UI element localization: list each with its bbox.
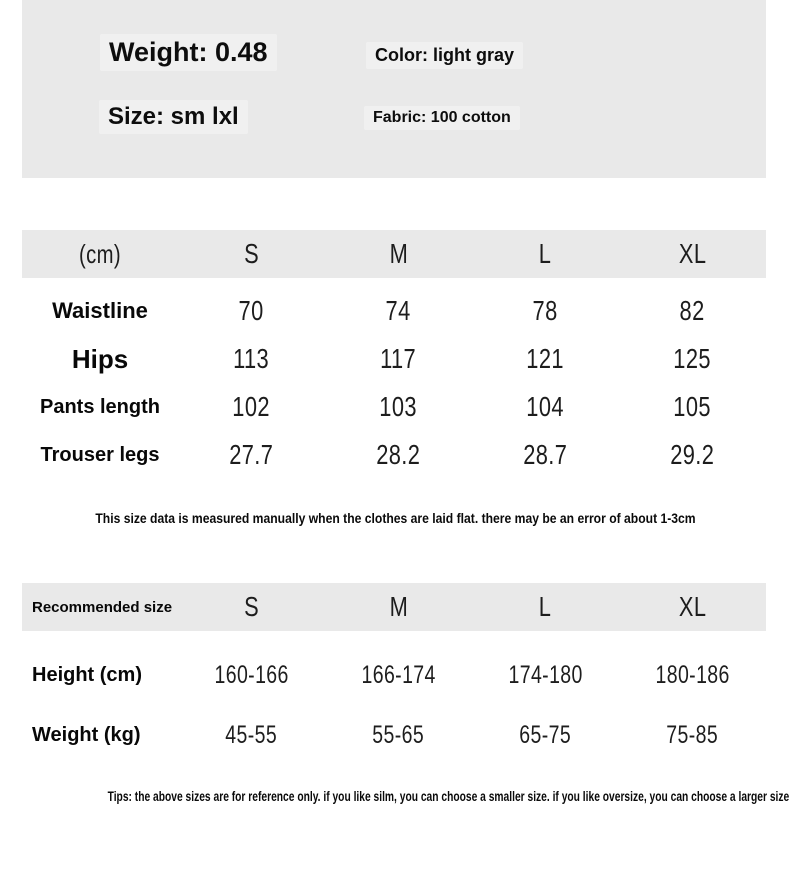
cell-value: 113 — [233, 343, 270, 374]
table-row-height — [22, 645, 766, 705]
cell-value: 160-166 — [214, 660, 289, 689]
cell-value: 125 — [673, 343, 712, 374]
size-tips: Tips: the above sizes are for reference only. if you like silm, you can choose a smaller size. if you like oversize, you can choose a larger size — [107, 789, 790, 804]
product-weight-text — [100, 34, 277, 71]
product-color-text — [366, 42, 523, 69]
unit-header: (cm) — [78, 238, 122, 269]
col-header-xl: XL — [619, 230, 766, 278]
cell-value: 28.2 — [376, 439, 421, 470]
measurement-note: This size data is measured manually when the clothes are laid flat. there may be an error of about 1-3cm — [94, 511, 696, 526]
cell-value: 82 — [679, 295, 706, 326]
recommended-size-table — [22, 583, 766, 765]
table-row-waistline — [22, 287, 766, 335]
recommended-table-body — [22, 645, 766, 765]
cell-value: 45-55 — [225, 720, 278, 749]
product-size-text — [99, 100, 248, 134]
cell-value: 104 — [526, 391, 565, 422]
row-label: Weight (kg) — [32, 723, 141, 746]
row-label: Hips — [71, 343, 129, 374]
cell-value: 166-174 — [361, 660, 436, 689]
cell-value: 102 — [232, 391, 271, 422]
cell-value: 74 — [385, 295, 412, 326]
table-row-pants-length — [22, 383, 766, 431]
col-header-s: S — [178, 583, 325, 631]
unit-header-cell — [22, 230, 178, 278]
row-label: Waistline — [52, 298, 148, 323]
col-header-xl: XL — [619, 583, 766, 631]
cell-value: 65-75 — [519, 720, 572, 749]
cell-value: 28.7 — [523, 439, 568, 470]
cell-value: 55-65 — [372, 720, 425, 749]
size-table-header-row — [22, 230, 766, 278]
cell-value: 117 — [380, 343, 417, 374]
cell-value: 180-186 — [655, 660, 730, 689]
cell-value: 70 — [238, 295, 265, 326]
recommended-header-row — [22, 583, 766, 631]
col-header-s: S — [178, 230, 325, 278]
product-size-label: Size: sm lxl — [99, 100, 248, 134]
product-info-panel — [22, 0, 766, 178]
col-header-l: L — [472, 583, 619, 631]
size-table-body — [22, 287, 766, 479]
col-header-m: M — [325, 583, 472, 631]
cell-value: 174-180 — [508, 660, 583, 689]
table-row-hips — [22, 335, 766, 383]
cell-value: 103 — [379, 391, 418, 422]
cell-value: 29.2 — [670, 439, 715, 470]
cell-value: 78 — [532, 295, 559, 326]
table-row-trouser-legs — [22, 431, 766, 479]
recommended-size-header: Recommended size — [32, 598, 173, 616]
row-label: Height (cm) — [32, 663, 142, 686]
cell-value: 105 — [673, 391, 712, 422]
size-table — [22, 230, 766, 479]
cell-value: 121 — [526, 343, 565, 374]
product-fabric-label: Fabric: 100 cotton — [364, 106, 520, 130]
cell-value: 27.7 — [229, 439, 274, 470]
product-fabric-text — [364, 106, 520, 130]
cell-value: 75-85 — [666, 720, 719, 749]
table-row-weight — [22, 705, 766, 765]
product-color-label: Color: light gray — [366, 42, 523, 69]
col-header-m: M — [325, 230, 472, 278]
product-weight-label: Weight: 0.48 — [100, 34, 277, 71]
row-label: Pants length — [39, 395, 160, 418]
recommended-size-header-cell — [22, 583, 178, 631]
row-label: Trouser legs — [40, 443, 160, 466]
col-header-l: L — [472, 230, 619, 278]
